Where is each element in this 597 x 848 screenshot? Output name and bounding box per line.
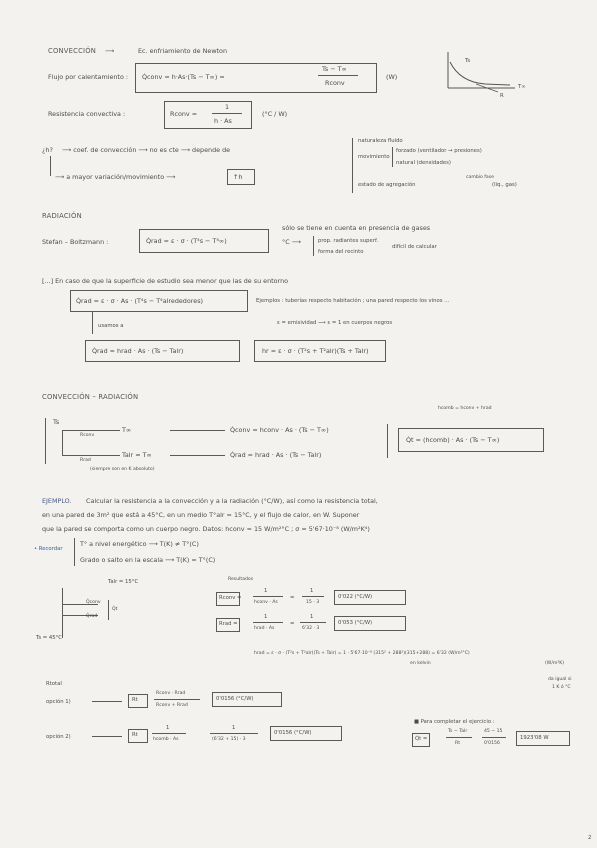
brace <box>313 236 314 256</box>
brace <box>108 600 109 620</box>
ex-rconv-den: hconv · As <box>254 600 278 605</box>
ex-rrad-num2: 1 <box>310 614 314 620</box>
op2-num: 1 <box>166 725 170 731</box>
brace <box>352 138 353 193</box>
fraction-bar <box>154 699 200 700</box>
branch <box>62 430 63 456</box>
h-up: ↑h <box>233 173 243 181</box>
fraction-bar <box>253 622 283 623</box>
resist-label: Resistencia convectiva : <box>48 110 126 118</box>
caso-text: [...] En caso de que la superficie de estudio sea menor que las de su entorno <box>42 277 289 285</box>
ejemplo-line3: que la pared se comporta como un cuerpo negro. Datos: hconv = 15 W/m²°C ; σ = 5'67·10⁻⁸ (W/m²K⁴) <box>42 525 370 533</box>
recordar: • Recordar <box>34 546 63 552</box>
fraction-bar <box>300 622 326 623</box>
stefan-label: Stefan – Boltzmann : <box>42 238 109 246</box>
opcion-2: opción 2) <box>46 734 71 740</box>
ex-qrad: Q̇rad <box>86 614 98 619</box>
ex-ts45: Ts = 45°C <box>36 635 63 641</box>
op2-num2: 1 <box>232 725 236 731</box>
op1-rt-box <box>128 694 148 708</box>
op2-res: 0'0156 (°C/W) <box>274 730 312 736</box>
qt-num2: 45 − 15 <box>484 729 503 734</box>
fraction-bar <box>446 737 472 738</box>
branch <box>62 430 120 431</box>
op2-rt: Rt <box>132 732 138 738</box>
qt-den2: 0'0156 <box>484 741 500 746</box>
fraction-bar <box>302 596 324 597</box>
gases-note: sólo se tiene en cuenta en presencia de gases <box>282 224 431 232</box>
ex-rrad-res: 0'053 (°C/W) <box>338 620 373 626</box>
flujo-den: Rconv <box>325 79 345 87</box>
ex-rconv: Rconv = <box>219 595 242 601</box>
ejemplo-line1: Calcular la resistencia a la convección y a la radiación (°C/W), así como la resistencia total, <box>86 497 378 505</box>
rtotal-label: Rtotal <box>46 681 62 687</box>
ex-qt: Q̇t <box>112 607 118 612</box>
dep-cambio: cambio fase <box>466 175 494 180</box>
conv-rad-title: CONVECCIÓN – RADIACIÓN <box>42 393 139 401</box>
ex-rrad-eq: = <box>290 621 295 627</box>
page-number: 2 <box>588 835 592 841</box>
ex-rrad-num: 1 <box>264 614 268 620</box>
ex-rrad-den: hrad · As <box>254 626 275 631</box>
ex-hrad-calc: hrad = ε · σ · (T²s + T²alr)(Ts + Talr) = 1 · 5'67·10⁻⁸ (315² + 288²)(315+288) = 6'32 (W/m²°C) <box>254 651 470 656</box>
stefan-formula: Q̇rad = ε · σ · (T⁴s − T⁴∞) <box>146 237 227 245</box>
op2-den: hcomb · As <box>153 737 179 742</box>
fraction-bar <box>482 737 506 738</box>
ex-rrad-den2: 6'32 · 3 <box>302 626 320 631</box>
op2-den2: (6'32 + 15) · 3 <box>212 737 246 742</box>
op2-rt-box <box>128 729 148 743</box>
bracket <box>50 156 51 176</box>
wall <box>62 588 63 638</box>
ejemplos: Ejemplos : tuberías respecto habitación ; una pared respecto los vinos ... <box>256 298 450 304</box>
en-kelvin: en kelvin <box>410 661 431 666</box>
conveccion-title: CONVECCIÓN <box>48 47 97 55</box>
opcion-1: opción 1) <box>46 699 71 705</box>
ex-rconv-num2: 1 <box>310 588 314 594</box>
qt-num: Ts − Talr <box>448 729 468 734</box>
prop-radiantes: prop. radiantes superf. <box>318 238 379 244</box>
h-question: ¿h? <box>42 146 53 154</box>
brace <box>392 147 393 167</box>
op1-res: 0'0156 (°C/W) <box>216 696 254 702</box>
graph-ts: Ts <box>465 58 471 64</box>
ex-rrad: Rrad = <box>219 621 238 627</box>
dep-estado: estado de agregación <box>358 182 416 188</box>
cr-ts: Ts <box>53 418 60 426</box>
newton-law: Ec. enfriamiento de Newton <box>138 47 228 55</box>
resist-unit: (°C / W) <box>262 110 288 118</box>
arrow-line <box>92 736 122 737</box>
ejemplo-line2: en una pared de 3m² que está a 45°C, en un medio T°alr = 15°C, y el flujo de calor, en W. Suponer <box>42 511 360 519</box>
op1-num: Rconv · Rrad <box>156 691 186 696</box>
qrad-small: Q̇rad = ε · σ · As · (T⁴s − T⁴alrededores) <box>76 297 204 305</box>
flujo-label: Flujo por calentamiento : <box>48 73 129 81</box>
hrad: hr = ε · σ · (T²s + T²alr)(Ts + Talr) <box>262 347 369 355</box>
cr-qconv: Q̇conv = hconv · As · (Ts − T∞) <box>230 426 329 434</box>
flujo-formula: Q̇conv = h·As·(Ts − T∞) = <box>142 73 225 81</box>
cr-qrad: Q̇rad = hrad · As · (Ts − Talr) <box>230 451 322 459</box>
brace <box>74 538 75 566</box>
dificil: difícil de calcular <box>392 244 437 250</box>
dep-naturaleza: naturaleza fluido <box>358 138 403 144</box>
unit-c: °C ⟶ <box>282 238 301 246</box>
graph-tinf: T∞ <box>518 84 526 90</box>
flujo-num: Ts − T∞ <box>322 65 347 73</box>
ex-rconv-den2: 15 · 3 <box>306 600 320 605</box>
fraction-bar <box>152 733 186 734</box>
ex-talr: Talr = 15°C <box>108 579 139 585</box>
note-kelvin: (W/m²K) <box>545 661 565 666</box>
dep-forzado: forzado (ventilador → presiones) <box>396 148 482 154</box>
dep-natural: natural (densidades) <box>396 160 451 166</box>
resist-den: h · As <box>214 117 232 125</box>
wall <box>45 418 46 464</box>
qt-res: 1923'08 W <box>520 735 549 741</box>
fraction-bar <box>318 75 358 76</box>
qt-den: Rt <box>455 741 460 746</box>
arrow-line <box>170 455 225 456</box>
resist-formula: Rconv = <box>170 110 198 118</box>
recordar-2: Grado o salto en la escala ⟶ T(K) = T°(C) <box>80 556 216 564</box>
note-grado: da igual si <box>548 677 572 682</box>
dep-movimiento: movimiento <box>358 154 390 160</box>
fraction-bar <box>212 113 242 114</box>
usamos: usamos a <box>98 323 124 329</box>
prop-forma: forma del recinto <box>318 249 364 255</box>
cr-hcomb-def: hcomb = hconv + hrad <box>438 406 492 411</box>
ejemplo-label: EJEMPLO. <box>42 497 72 505</box>
cr-siempre: (siempre son en K absoluto) <box>90 467 155 472</box>
op1-den: Rconv + Rrad <box>156 703 188 708</box>
cr-rconv: Rconv <box>80 433 95 438</box>
recordar-1: T° a nivel energético ⟶ T(K) ≠ T°(C) <box>80 540 199 548</box>
fraction-bar <box>253 596 283 597</box>
flujo-unit: (W) <box>386 73 398 81</box>
qrad-h: Q̇rad = hrad · As · (Ts − Talr) <box>92 347 184 355</box>
cr-rrad: Rrad <box>80 458 91 463</box>
radiacion-title: RADIACIÓN <box>42 212 82 220</box>
cr-talr: Talr ≈ T∞ <box>122 451 152 459</box>
fraction-bar <box>210 733 258 734</box>
ex-rconv-num: 1 <box>264 588 268 594</box>
graph-r: R <box>500 93 504 99</box>
cr-tinf: T∞ <box>122 426 132 434</box>
branch <box>62 455 120 456</box>
ex-rconv-eq: = <box>290 595 295 601</box>
resultados: Resultados <box>228 577 254 582</box>
op1-rt: Rt <box>132 697 138 703</box>
note-grado2: 1 K ó °C <box>552 685 571 690</box>
h-coef: ⟶ coef. de convección ⟶ no es cte ⟶ depende de <box>62 146 231 154</box>
arrow: ⟶ <box>105 47 115 55</box>
dep-liq-gas: (liq., gas) <box>492 182 517 188</box>
arrow-line <box>92 701 122 702</box>
ex-rconv-res: 0'022 (°C/W) <box>338 594 373 600</box>
resist-num: 1 <box>225 103 230 111</box>
cooling-graph <box>440 50 540 100</box>
cr-qt: Q̇t = (hcomb) · As · (Ts − T∞) <box>406 436 500 444</box>
ex-qconv: Q̇conv <box>86 600 101 605</box>
arrow-line <box>170 430 225 431</box>
emisividad: ε = emisividad ⟶ ε = 1 en cuerpos negros <box>277 320 393 326</box>
brace <box>387 424 388 458</box>
completar: ■ Para completar el ejercicio : <box>414 719 495 725</box>
qt-calc: Q̇t = <box>415 736 428 742</box>
connector <box>92 312 93 334</box>
h-more: ⟶ a mayor variación/movimiento ⟶ <box>55 173 176 181</box>
